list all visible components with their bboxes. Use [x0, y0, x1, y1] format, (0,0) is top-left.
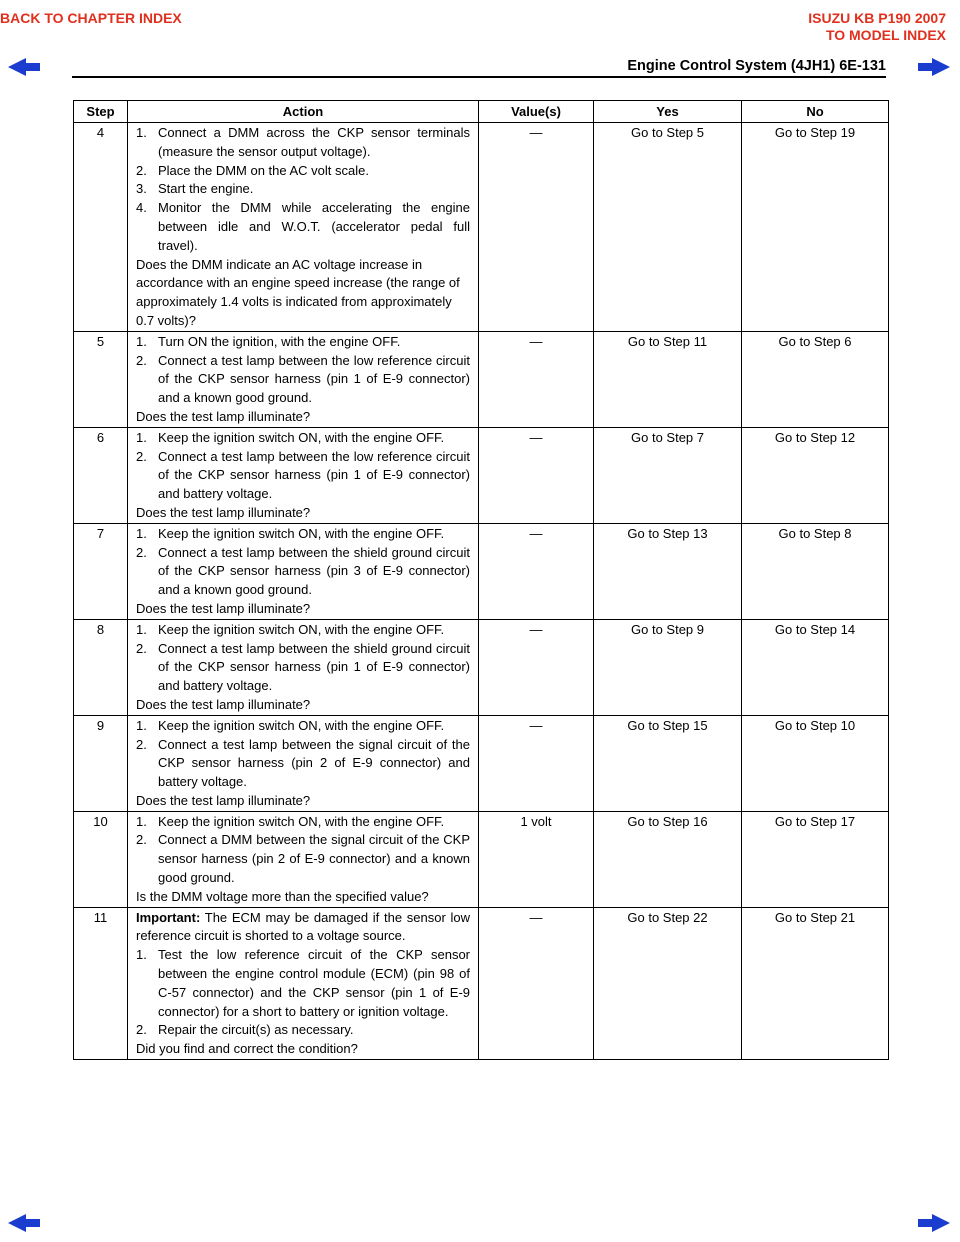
value-cell: —: [479, 427, 594, 523]
action-steps-list: [136, 717, 470, 792]
yes-cell: Go to Step 13: [594, 523, 742, 619]
action-step-text: Turn ON the ignition, with the engine OFF.: [158, 333, 401, 349]
action-steps-list: [136, 621, 470, 696]
action-step: [136, 352, 470, 408]
action-question: Does the test lamp illuminate?: [136, 600, 311, 616]
action-step-number: 2.: [136, 352, 147, 368]
action-step-number: 2.: [136, 1022, 147, 1038]
step-number: 10: [74, 811, 128, 907]
action-step-number: 1.: [136, 717, 147, 733]
action-step: [136, 813, 470, 832]
table-row: [74, 331, 889, 427]
action-step: [136, 180, 470, 199]
action-steps-list: [136, 813, 470, 888]
important-label: Important:: [136, 909, 201, 925]
action-steps-list: [136, 333, 470, 408]
value-cell: —: [479, 331, 594, 427]
action-step-number: 3.: [136, 181, 147, 197]
action-step-number: 2.: [136, 162, 147, 178]
action-cell: [128, 907, 479, 1059]
action-step-number: 2.: [136, 448, 147, 464]
action-step-text: Repair the circuit(s) as necessary.: [158, 1022, 354, 1038]
action-step: [136, 717, 470, 736]
action-cell: [128, 715, 479, 811]
step-number: 6: [74, 427, 128, 523]
page-title: Engine Control System (4JH1) 6E-131: [627, 58, 886, 74]
action-step-number: 1.: [136, 947, 147, 963]
action-step-number: 2.: [136, 544, 147, 560]
yes-cell: Go to Step 16: [594, 811, 742, 907]
no-cell: Go to Step 6: [742, 331, 889, 427]
action-step: [136, 199, 470, 255]
yes-cell: Go to Step 5: [594, 123, 742, 332]
table-row: [74, 619, 889, 715]
action-step: [136, 621, 470, 640]
next-page-arrow-icon[interactable]: [916, 56, 952, 78]
action-step-text: Keep the ignition switch ON, with the engine OFF.: [158, 621, 445, 637]
action-step: [136, 448, 470, 504]
yes-cell: Go to Step 15: [594, 715, 742, 811]
yes-cell: Go to Step 22: [594, 907, 742, 1059]
value-cell: —: [479, 715, 594, 811]
back-to-chapter-index-link[interactable]: BACK TO CHAPTER INDEX: [0, 10, 182, 26]
table-row: [74, 715, 889, 811]
column-header-values: Value(s): [479, 101, 594, 123]
action-step: [136, 736, 470, 792]
action-cell: [128, 619, 479, 715]
step-number: 5: [74, 331, 128, 427]
no-cell: Go to Step 14: [742, 619, 889, 715]
action-steps-list: [136, 124, 470, 256]
action-question: Does the test lamp illuminate?: [136, 408, 311, 424]
no-cell: Go to Step 19: [742, 123, 889, 332]
action-step-text: Connect a test lamp between the low reference circuit of the CKP sensor harness (pin 1 of E-9 connector) and a known good ground.: [158, 352, 470, 406]
header-divider: [72, 76, 886, 78]
yes-cell: Go to Step 9: [594, 619, 742, 715]
action-step: [136, 831, 470, 887]
action-step-text: Connect a test lamp between the shield ground circuit of the CKP sensor harness (pin 1 of E-9 connector) and battery voltage.: [158, 640, 470, 694]
value-cell: —: [479, 907, 594, 1059]
action-question: Is the DMM voltage more than the specified value?: [136, 888, 429, 904]
action-step-text: Start the engine.: [158, 181, 254, 197]
action-step-text: Keep the ignition switch ON, with the engine OFF.: [158, 525, 445, 541]
table-row: [74, 523, 889, 619]
action-question: Does the test lamp illuminate?: [136, 696, 311, 712]
action-step: [136, 946, 470, 1021]
column-header-step: Step: [74, 101, 128, 123]
action-step-text: Test the low reference circuit of the CKP sensor between the engine control module (ECM) (pin 98 of C-57 connector) and the CKP sensor (pin 1 of E-9 connector) for a short to battery or ignition voltage.: [158, 947, 470, 1019]
action-question: Does the DMM indicate an AC voltage increase in accordance with an engine speed increase (the range of approximately 1.4 volts is indicated from approximately 0.7 volts)?: [136, 256, 460, 328]
action-step-text: Monitor the DMM while accelerating the engine between idle and W.O.T. (accelerator pedal full travel).: [158, 200, 470, 253]
action-step-number: 4.: [136, 200, 147, 216]
action-step-number: 1.: [136, 813, 147, 829]
action-step-number: 1.: [136, 125, 147, 140]
action-step: [136, 333, 470, 352]
action-step-text: Keep the ignition switch ON, with the engine OFF.: [158, 429, 445, 445]
column-header-no: No: [742, 101, 889, 123]
column-header-yes: Yes: [594, 101, 742, 123]
value-cell: —: [479, 523, 594, 619]
action-step: [136, 429, 470, 448]
action-step: [136, 124, 470, 162]
action-question: Did you find and correct the condition?: [136, 1041, 358, 1057]
action-step-number: 1.: [136, 525, 147, 541]
no-cell: Go to Step 17: [742, 811, 889, 907]
action-step-text: Connect a test lamp between the low reference circuit of the CKP sensor harness (pin 1 of E-9 connector) and battery voltage.: [158, 448, 470, 502]
action-cell: [128, 811, 479, 907]
action-steps-list: [136, 429, 470, 504]
important-text: The ECM may be damaged if the sensor low reference circuit is shorted to a voltage source.: [136, 909, 470, 944]
action-step-number: 2.: [136, 736, 147, 752]
no-cell: Go to Step 8: [742, 523, 889, 619]
step-number: 4: [74, 123, 128, 332]
value-cell: —: [479, 123, 594, 332]
table-row: [74, 123, 889, 332]
table-row: [74, 427, 889, 523]
to-model-index-link[interactable]: TO MODEL INDEX: [825, 27, 946, 43]
action-step-number: 1.: [136, 621, 147, 637]
action-step-text: Connect a test lamp between the signal circuit of the CKP sensor harness (pin 2 of E-9 connector) and battery voltage.: [158, 736, 470, 790]
action-step: [136, 1021, 470, 1040]
action-step: [136, 525, 470, 544]
column-header-action: Action: [128, 101, 479, 123]
action-step: [136, 640, 470, 696]
table-header-row: [74, 101, 889, 123]
next-page-arrow-bottom-icon[interactable]: [916, 1212, 952, 1234]
table-row: [74, 811, 889, 907]
action-step-number: 2.: [136, 640, 147, 656]
action-steps-list: [136, 946, 470, 1040]
step-number: 11: [74, 907, 128, 1059]
action-step: [136, 544, 470, 600]
important-note: [136, 909, 470, 947]
action-step-number: 2.: [136, 832, 147, 848]
action-cell: [128, 331, 479, 427]
action-step-text: Place the DMM on the AC volt scale.: [158, 162, 369, 178]
value-cell: —: [479, 619, 594, 715]
no-cell: Go to Step 21: [742, 907, 889, 1059]
previous-page-arrow-icon[interactable]: [6, 56, 42, 78]
action-step-text: Connect a DMM between the signal circuit of the CKP sensor harness (pin 2 of E-9 connector) and a known good ground.: [158, 832, 470, 886]
brand-title: ISUZU KB P190 2007: [808, 10, 946, 26]
action-cell: [128, 523, 479, 619]
action-step-text: Keep the ignition switch ON, with the engine OFF.: [158, 813, 445, 829]
step-number: 7: [74, 523, 128, 619]
action-cell: [128, 123, 479, 332]
yes-cell: Go to Step 7: [594, 427, 742, 523]
action-step-text: Keep the ignition switch ON, with the engine OFF.: [158, 717, 445, 733]
action-steps-list: [136, 525, 470, 600]
previous-page-arrow-bottom-icon[interactable]: [6, 1212, 42, 1234]
action-step-number: 1.: [136, 429, 147, 445]
value-cell: 1 volt: [479, 811, 594, 907]
action-step-text: Connect a DMM across the CKP sensor terminals (measure the sensor output voltage).: [158, 125, 470, 159]
action-step: [136, 162, 470, 181]
no-cell: Go to Step 10: [742, 715, 889, 811]
step-number: 8: [74, 619, 128, 715]
action-step-number: 1.: [136, 333, 147, 349]
action-cell: [128, 427, 479, 523]
yes-cell: Go to Step 11: [594, 331, 742, 427]
table-row: [74, 907, 889, 1059]
action-question: Does the test lamp illuminate?: [136, 504, 311, 520]
no-cell: Go to Step 12: [742, 427, 889, 523]
action-step-text: Connect a test lamp between the shield ground circuit of the CKP sensor harness (pin 3 of E-9 connector) and a known good ground.: [158, 544, 470, 598]
diagnostic-steps-table: [73, 100, 889, 1060]
action-question: Does the test lamp illuminate?: [136, 792, 311, 808]
step-number: 9: [74, 715, 128, 811]
